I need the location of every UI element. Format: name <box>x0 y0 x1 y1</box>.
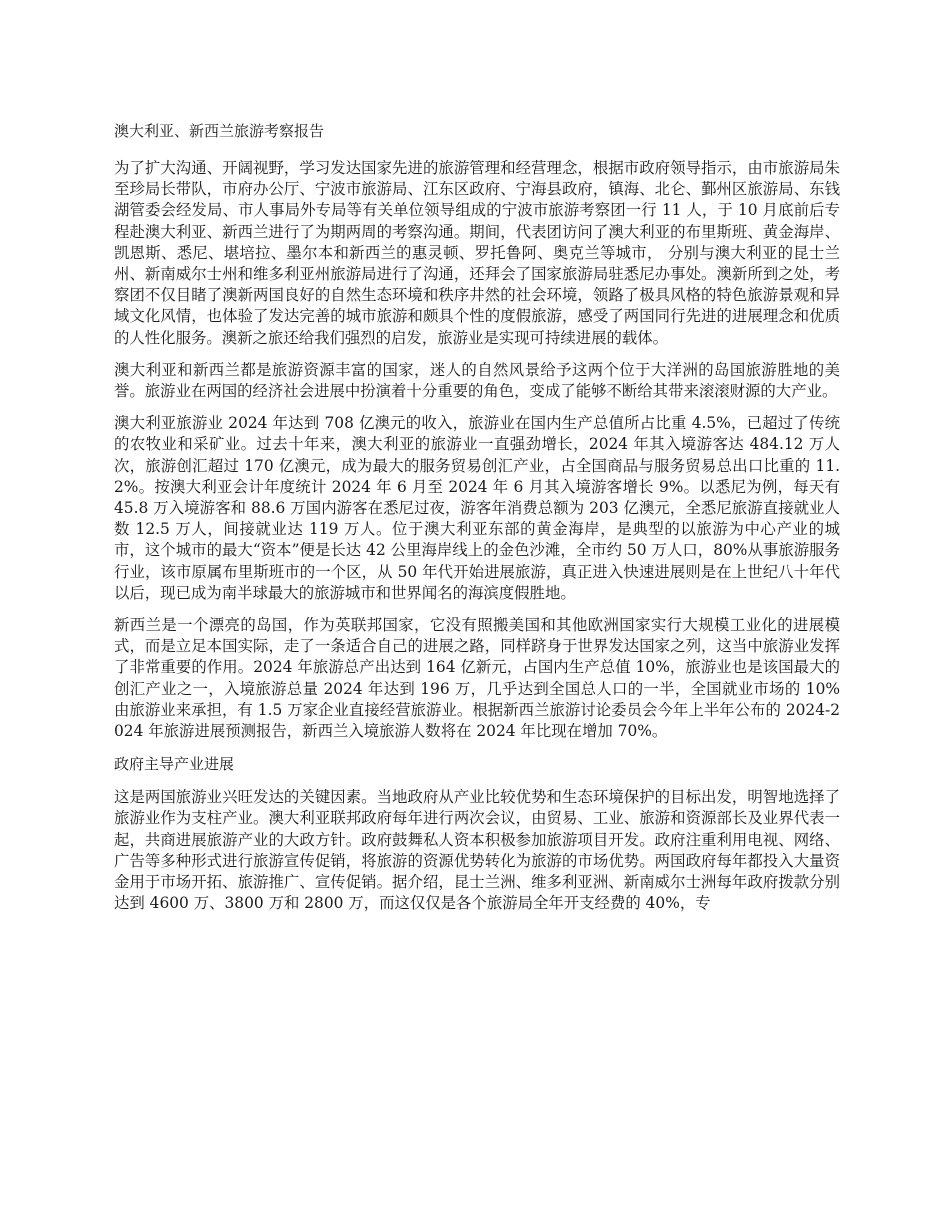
paragraph-intro: 为了扩大沟通、开阔视野，学习发达国家先进的旅游管理和经营理念，根据市政府领导指示，由市旅游局朱至珍局长带队，市府办公厅、宁波市旅游局、江东区政府、宁海县政府，镇海、北仑、鄞州区旅游局、东钱湖管委会经发局、市人事局外专局等有关单位领导组成的宁波市旅游考察团一行 11 人，于 10 月底前后专程赴澳大利亚、新西兰进行了为期两周的考察沟通。期间，代表团访问了澳大利亚的布里斯班、黄金海岸、凯恩斯、悉尼、堪培拉、墨尔本和新西兰的惠灵顿、罗托鲁阿、奥克兰等城市， 分别与澳大利亚的昆士兰州、新南威尔士州和维多利亚州旅游局进行了沟通，还拜会了国家旅游局驻悉尼办事处。澳新所到之处，考察团不仅目睹了澳新两国良好的自然生态环境和秩序井然的社会环境，领路了极具风格的特色旅游景观和异域文化风情，也体验了发达完善的城市旅游和颇具个性的度假旅游，感受了两国同行先进的进展理念和优质的人性化服务。澳新之旅还给我们强烈的启发，旅游业是实现可持续进展的载体。 <box>114 159 840 347</box>
paragraph-new-zealand: 新西兰是一个漂亮的岛国，作为英联邦国家，它没有照搬美国和其他欧洲国家实行大规模工业化的进展模式，而是立足本国实际，走了一条适合自己的进展之路，同样跻身于世界发达国家之列，这当中旅游业发挥了非常重要的作用。2024 年旅游总产出达到 164 亿新元，占国内生产总值 10%，旅游业也是该国最大的创汇产业之一，入境旅游总量 2024 年达到 196 万，几乎达到全国总人口的一半，全国就业市场的 10%由旅游业来承担，有 1.5 万家企业直接经营旅游业。根据新西兰旅游讨论委员会今年上半年公布的 2024-2024 年旅游进展预测报告，新西兰入境旅游人数将在 2024 年比现在增加 70%。 <box>114 616 840 741</box>
paragraph-australia: 澳大利亚旅游业 2024 年达到 708 亿澳元的收入，旅游业在国内生产总值所占比重 4.5%，已超过了传统的农牧业和采矿业。过去十年来，澳大利亚的旅游业一直强劲增长，2024 年其入境游客达 484.12 万人次，旅游创汇超过 170 亿澳元，成为最大的服务贸易创汇产业，占全国商品与服务贸易总出口比重的 11.2%。按澳大利亚会计年度统计 2024 年 6 月至 2024 年 6 月其入境游客增长 9%。以悉尼为例，每天有 45.8 万入境游客和 88.6 万国内游客在悉尼过夜，游客年消费总额为 203 亿澳元，全悉尼旅游直接就业人数 12.5 万人，间接就业达 119 万人。位于澳大利亚东部的黄金海岸，是典型的以旅游为中心产业的城市，这个城市的最大“资本”便是长达 42 公里海岸线上的金色沙滩，全市约 50 万人口，80%从事旅游服务行业，该市原属布里斯班市的一个区，从 50 年代开始进展旅游，真正进入快速进展则是在上世纪八十年代以后，现已成为南半球最大的旅游城市和世界闻名的海滨度假胜地。 <box>114 414 840 602</box>
paragraph-overview: 澳大利亚和新西兰都是旅游资源丰富的国家，迷人的自然风景给予这两个位于大洋洲的岛国旅游胜地的美誉。旅游业在两国的经济社会进展中扮演着十分重要的角色，变成了能够不断给其带来滚滚财源的大产业。 <box>114 360 840 401</box>
paragraph-government: 这是两国旅游业兴旺发达的关键因素。当地政府从产业比较优势和生态环境保护的目标出发，明智地选择了旅游业作为支柱产业。澳大利亚联邦政府每年进行两次会议，由贸易、工业、旅游和资源部长及业界代表一起，共商进展旅游产业的大政方针。政府鼓舞私人资本积极参加旅游项目开发。政府注重利用电视、网络、广告等多种形式进行旅游宣传促销，将旅游的资源优势转化为旅游的市场优势。两国政府每年都投入大量资金用于市场开拓、旅游推广、宣传促销。据介绍，昆士兰洲、维多利亚洲、新南威尔士洲每年政府拨款分别达到 4600 万、3800 万和 2800 万，而这仅仅是各个旅游局全年开支经费的 40%，专 <box>114 788 840 913</box>
section-heading: 政府主导产业进展 <box>114 755 235 774</box>
document-page <box>114 120 840 926</box>
document-title: 澳大利亚、新西兰旅游考察报告 <box>114 122 325 140</box>
